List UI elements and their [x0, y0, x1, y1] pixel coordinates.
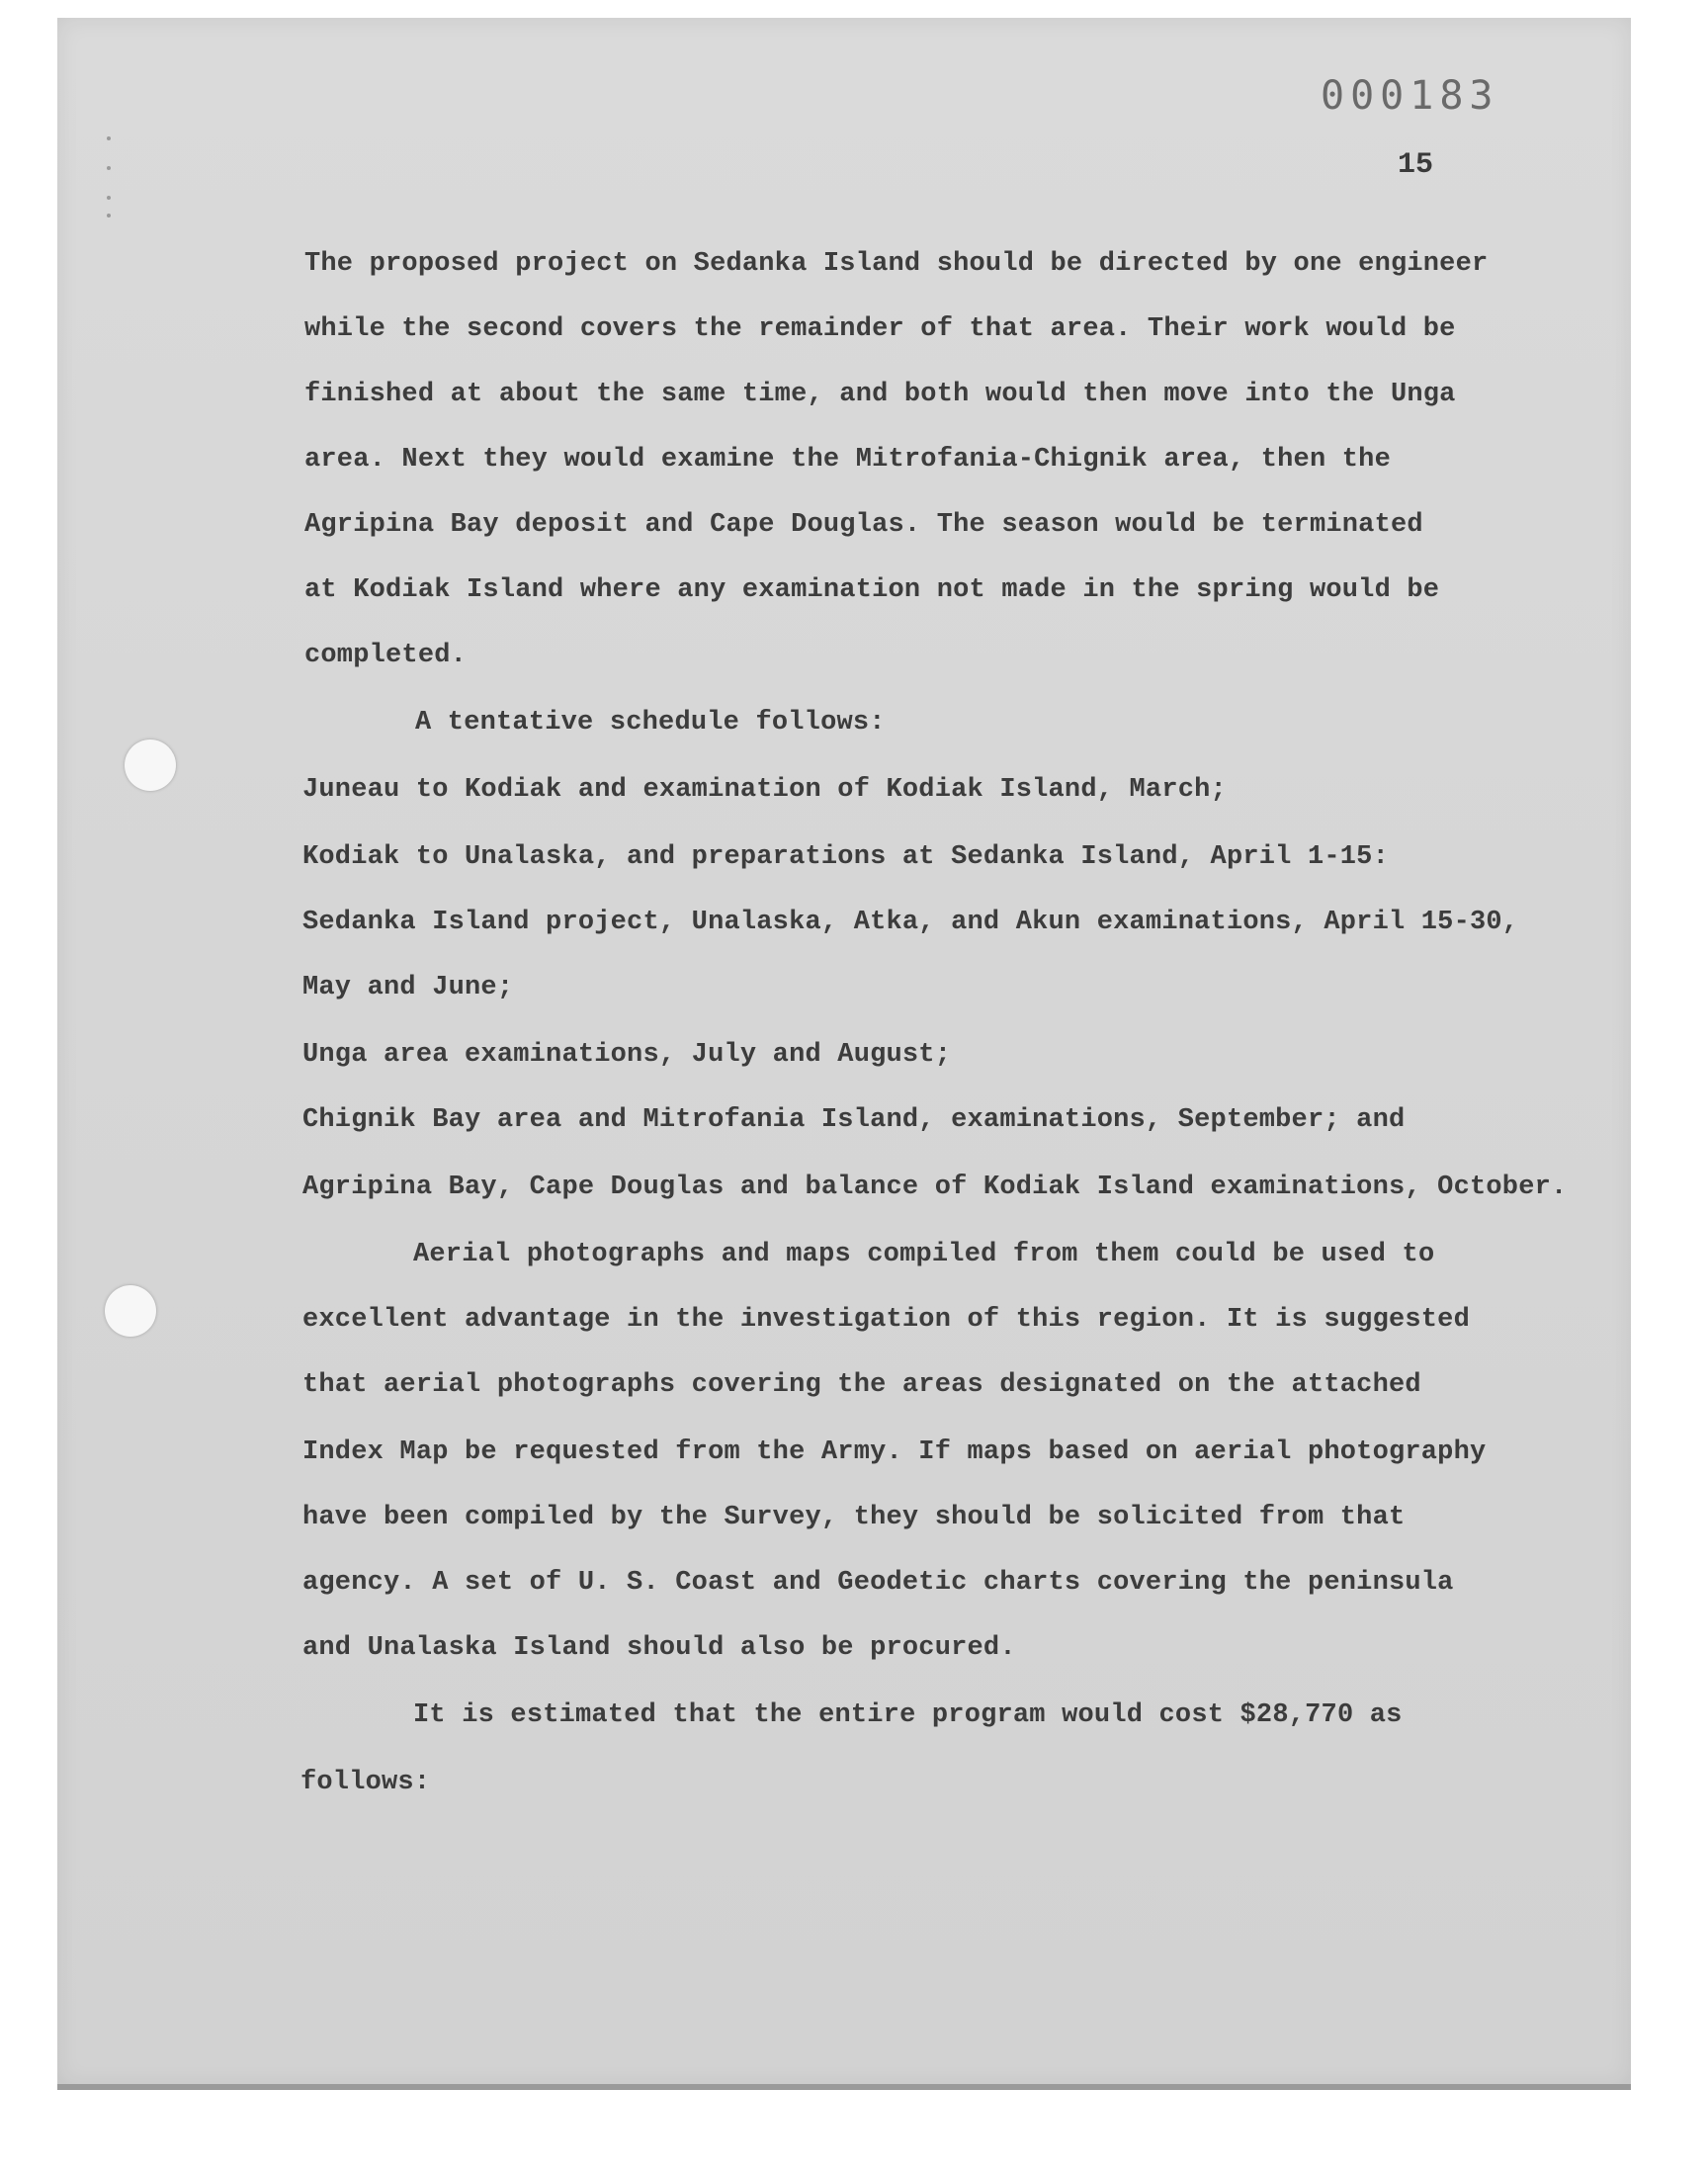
text-line: have been compiled by the Survey, they should be solicited from that: [302, 1503, 1406, 1532]
text-line: finished at about the same time, and both would then move into the Unga: [304, 380, 1456, 409]
punch-hole-upper: [125, 740, 176, 791]
text-line: Agripina Bay deposit and Cape Douglas. The season would be terminated: [304, 510, 1423, 540]
text-line: and Unalaska Island should also be procured.: [302, 1633, 1016, 1663]
schedule-line: Kodiak to Unalaska, and preparations at Sedanka Island, April 1-15:: [302, 842, 1389, 872]
paper-bottom-edge: [57, 2084, 1631, 2090]
page-number: 15: [1398, 148, 1434, 182]
margin-mark: [107, 166, 111, 170]
text-line: Index Map be requested from the Army. If maps based on aerial photography: [302, 1437, 1487, 1467]
schedule-line: Chignik Bay area and Mitrofania Island, examinations, September; and: [302, 1105, 1406, 1135]
text-line: completed.: [304, 641, 468, 670]
margin-mark: [107, 214, 111, 218]
text-line: The proposed project on Sedanka Island should be directed by one engineer: [304, 249, 1489, 279]
text-line: that aerial photographs covering the areas designated on the attached: [302, 1370, 1421, 1400]
text-line: area. Next they would examine the Mitrofania-Chignik area, then the: [304, 445, 1391, 475]
schedule-line: Agripina Bay, Cape Douglas and balance of Kodiak Island examinations, October.: [302, 1173, 1568, 1202]
margin-mark: [107, 196, 111, 200]
margin-mark: [107, 136, 111, 140]
schedule-line: May and June;: [302, 973, 514, 1002]
document-number-stamp: 000183: [1321, 73, 1499, 119]
text-line: A tentative schedule follows:: [415, 708, 886, 738]
punch-hole-lower: [105, 1285, 156, 1337]
text-line: excellent advantage in the investigation of this region. It is suggested: [302, 1305, 1470, 1335]
text-line: follows:: [300, 1768, 431, 1797]
text-line: Aerial photographs and maps compiled from them could be used to: [413, 1240, 1435, 1269]
text-line: agency. A set of U. S. Coast and Geodetic charts covering the peninsula: [302, 1568, 1454, 1598]
text-line: while the second covers the remainder of that area. Their work would be: [304, 314, 1456, 344]
schedule-line: Juneau to Kodiak and examination of Kodiak Island, March;: [302, 775, 1227, 805]
text-line: It is estimated that the entire program would cost $28,770 as: [413, 1700, 1403, 1730]
schedule-line: Sedanka Island project, Unalaska, Atka, and Akun examinations, April 15-30,: [302, 908, 1519, 937]
text-line: at Kodiak Island where any examination not made in the spring would be: [304, 575, 1440, 605]
schedule-line: Unga area examinations, July and August;: [302, 1040, 952, 1070]
